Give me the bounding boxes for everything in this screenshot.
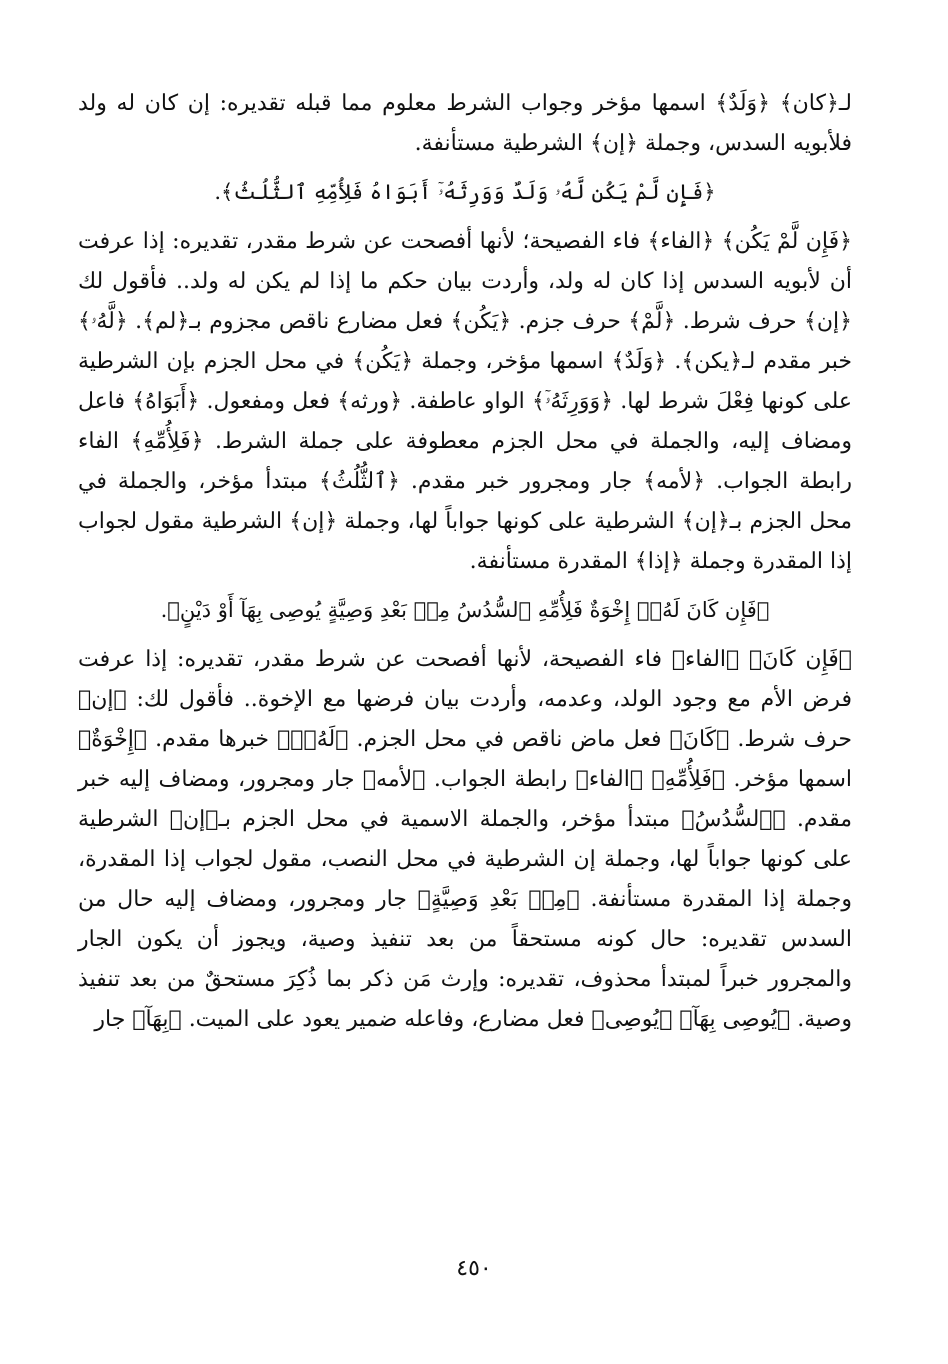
paragraph-analysis-2: ﴿فَإِن كَانَ﴾ ﴿الفاء﴾ فاء الفصيحة، لأنها أفصحت عن شرط مقدر، تقديره: إذا عرفت فرض الأم مع وجود الولد، وعدمه، وأردت بيان فرضها مع الإخوة.. فأقول لك: ﴿إن﴾ حرف شرط. ﴿كَانَ﴾ فعل ماض ناقص في محل الجزم. ﴿لَهُۥٓ﴾ خبرها مقدم. ﴿إِخْوَةٌ﴾ اسمها مؤخر. ﴿فَلِأُمِّهِ﴾ ﴿الفاء﴾ رابطة الجواب. ﴿لأمه﴾ جار ومجرور، ومضاف إليه خبر مقدم. ﴿ٱلسُّدُسُ﴾ مبتدأ مؤخر، والجملة الاسمية في محل الجزم بـ﴿إن﴾ الشرطية على كونها جواباً لها، وجملة إن الشرطية في محل النصب، مقول لجواب إذا المقدرة، وجملة إذا المقدرة مستأنفة. ﴿مِنۢ بَعْدِ وَصِيَّةٍ﴾ جار ومجرور، ومضاف إليه حال من السدس تقديره: حال كونه مستحقاً من بعد تنفيذ وصية، ويجوز أن يكون الجار والمجرور خبراً لمبتدأ محذوف، تقديره: وإرث مَن ذكر بما ذُكِرَ مستحقٌ من بعد تنفيذ وصية. ﴿يُوصِى بِهَآ﴾ ﴿يُوصِى﴾ فعل مضارع، وفاعله ضمير يعود على الميت. ﴿بِهَآ﴾ جار <box>78 647 852 1032</box>
quran-verse-1: ﴿فَإِن لَّمْ يَكُن لَّهُۥ وَلَدٌ وَوَرِثَهُۥٓ أَبَوَاهُ فَلِأُمِّهِ ٱلثُّلُثُ﴾. <box>214 180 716 204</box>
paragraph-intro: لـ﴿كان﴾ ﴿وَلَدٌ﴾ اسمها مؤخر وجواب الشرط معلوم مما قبله تقديره: إن كان له ولد فلأبويه السدس، وجملة ﴿إن﴾ الشرطية مستأنفة. <box>78 91 852 156</box>
paragraph-analysis-1: ﴿فَإِن لَّمْ يَكُن﴾ ﴿الفاء﴾ فاء الفصيحة؛ لأنها أفصحت عن شرط مقدر، تقديره: إذا عرفت أن لأبويه السدس إذا كان له ولد، وأردت بيان حكم ما إذا لم يكن له ولد.. فأقول لك ﴿إن﴾ حرف شرط. ﴿لَّمْ﴾ حرف جزم. ﴿يَكُن﴾ فعل مضارع ناقص مجزوم بـ﴿لم﴾. ﴿لَّهُۥ﴾ خبر مقدم لـ﴿يكن﴾. ﴿وَلَدٌ﴾ اسمها مؤخر، وجملة ﴿يَكُن﴾ في محل الجزم بإن الشرطية على كونها فِعْلَ شرط لها. ﴿وَوَرِثَهُۥٓ﴾ الواو عاطفة. ﴿ورثه﴾ فعل ومفعول. ﴿أَبَوَاهُ﴾ فاعل ومضاف إليه، والجملة في محل الجزم معطوفة على جملة الشرط. ﴿فَلِأُمِّهِ﴾ الفاء رابطة الجواب. ﴿لأمه﴾ جار ومجرور خبر مقدم. ﴿ٱلثُّلُثُ﴾ مبتدأ مؤخر، والجملة في محل الجزم بـ﴿إن﴾ الشرطية على كونها جواباً لها، وجملة ﴿إن﴾ الشرطية مقول لجواب إذا المقدرة وجملة ﴿إذا﴾ المقدرة مستأنفة. <box>78 229 852 574</box>
page-number: ٤٥٠ <box>456 1256 492 1281</box>
quran-verse-2: ﴿فَإِن كَانَ لَهُۥٓ إِخْوَةٌ فَلِأُمِّهِ ٱلسُّدُسُ مِنۢ بَعْدِ وَصِيَّةٍ يُوصِى بِهَآ أَوْ دَيْنٍ﴾. <box>160 598 770 622</box>
